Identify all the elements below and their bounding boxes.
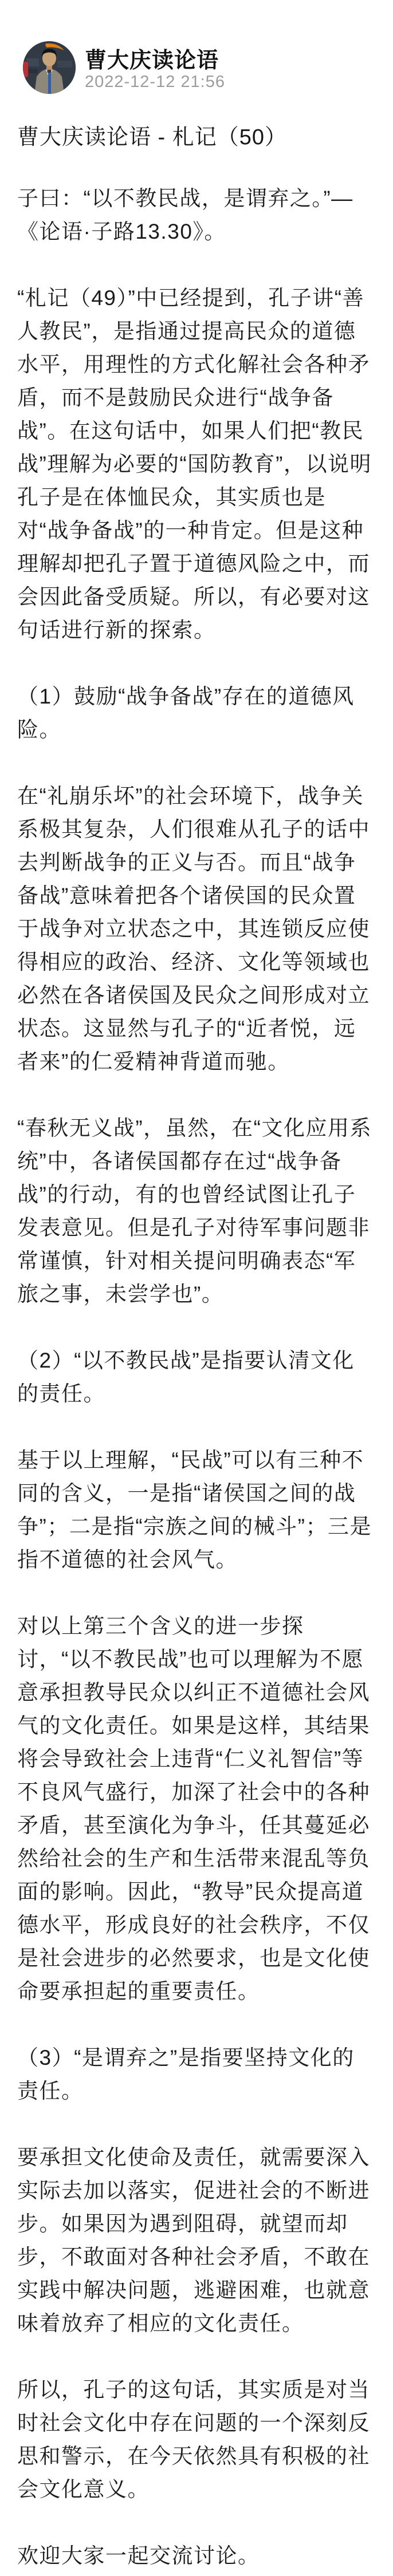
- avatar-photo: [23, 41, 76, 94]
- post-header: [0, 0, 393, 103]
- post-timestamp: 2022-12-12 21:56: [85, 73, 225, 91]
- author-name[interactable]: 曹大庆读论语: [85, 49, 219, 73]
- article-paragraph: （3）“是谓弃之”是指要坚持文化的责任。: [17, 2046, 355, 2103]
- article-paragraph: “春秋无义战”，虽然，在“文化应用系统”中，各诸侯国都存在过“战争备战”的行动，有的也曾经试图让孔子发表意见。但是孔子对待军事问题非常谨慎，针对相关提问明确表态“军旅之事，未尝学也”。: [17, 1116, 372, 1306]
- article-paragraph: 基于以上理解，“民战”可以有三种不同的含义，一是指“诸侯国之间的战争”；二是指“宗族之间的械斗”；三是指不道德的社会风气。: [17, 1448, 372, 1571]
- article-paragraph: 欢迎大家一起交流讨论。: [17, 2544, 260, 2567]
- post-title: 曹大庆读论语 - 札记（50）: [17, 125, 288, 149]
- article-paragraph: 在“礼崩乐坏”的社会环境下，战争关系极其复杂，人们很难从孔子的话中去判断战争的正义与否。而且“战争备战”意味着把各个诸侯国的民众置于战争对立状态之中，其连锁反应使得相应的政治、经济、文化等领域也必然在各诸侯国及民众之间形成对立状态。这显然与孔子的“近者悦，远者来”的仁爱精神背道而驰。: [17, 784, 370, 1073]
- article-paragraph: （2）“以不教民战”是指要认清文化的责任。: [17, 1349, 355, 1405]
- post-body: [0, 182, 393, 2576]
- article-paragraph: 子曰：“以不教民战，是谓弃之。”—《论语·子路13.30》。: [17, 187, 353, 243]
- article-paragraph: （1）鼓励“战争备战”存在的道德风险。: [17, 685, 355, 741]
- article-paragraph: 所以，孔子的这句话，其实质是对当时社会文化中存在问题的一个深刻反思和警示，在今天依然具有积极的社会文化意义。: [17, 2378, 370, 2501]
- article-paragraph: 对以上第三个含义的进一步探讨，“以不教民战”也可以理解为不愿意承担教导民众以纠正不道德社会风气的文化责任。如果是这样，其结果将会导致社会上违背“仁义礼智信”等不良风气盛行，加深了社会中的各种矛盾，甚至演化为争斗，任其蔓延必然给社会的生产和生活带来混乱等负面的影响。因此，“教导”民众提高道德水平，形成良好的社会秩序，不仅是社会进步的必然要求，也是文化使命要承担起的重要责任。: [17, 1614, 370, 2003]
- avatar[interactable]: [23, 41, 76, 94]
- article-paragraph: “札记（49）”中已经提到，孔子讲“善人教民”，是指通过提高民众的道德水平，用理性的方式化解社会各种矛盾，而不是鼓励民众进行“战争备战”。在这句话中，如果人们把“教民战”理解为必要的“国防教育”，以说明孔子是在体恤民众，其实质也是对“战争备战”的一种肯定。但是这种理解却把孔子置于道德风险之中，而会因此备受质疑。所以，有必要对这句话进行新的探索。: [17, 286, 372, 642]
- article-paragraph: 要承担文化使命及责任，就需要深入实际去加以落实，促进社会的不断进步。如果因为遇到阻碍，就望而却步，不敢面对各种社会矛盾，不敢在实践中解决问题，逃避困难，也就意味着放弃了相应的文化责任。: [17, 2146, 370, 2335]
